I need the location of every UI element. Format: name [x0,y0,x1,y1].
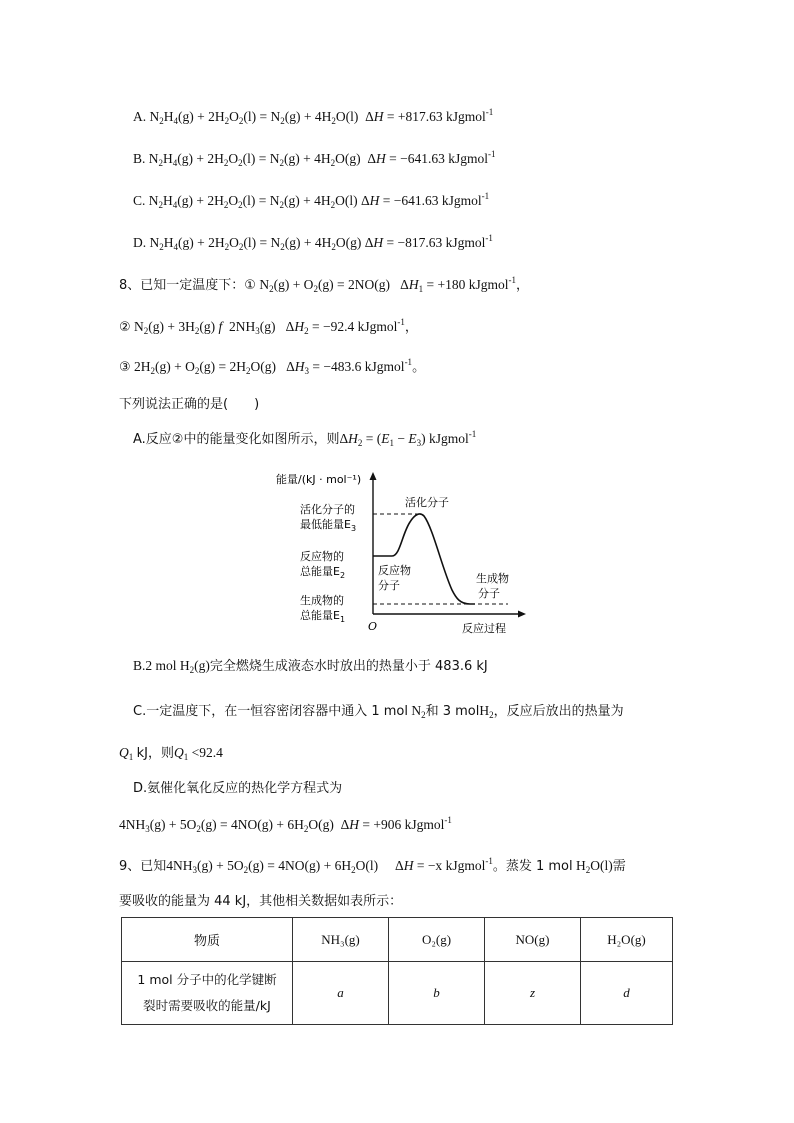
table-header-row [122,918,673,962]
table-cell-a: a [293,962,389,1025]
product-label-2: 分子 [478,587,500,600]
table-header-o2: O₂(g) [389,918,485,962]
x-axis-arrow [518,611,526,618]
q8-stem: 下列说法正确的是( ) [119,397,260,412]
reactant-label-1: 反应物 [378,564,411,577]
q9-line1: 9、已知$4NH_3(g) + 5O_2(g) = 4NO(g) + 6H_2O(l)$ ΔH = −x kJgmol$^{-1}$。蒸发 1 mol $H_2O(l)$需 [119,856,626,875]
origin-label: O [368,620,378,633]
q8-reaction-3: ③ $2H_2(g) + O_2(g) = 2H_2O(g) \Delta H_3 = -483.6$ kJgmol$^{-1}$。 [119,357,426,376]
q8-option-b: B.2 mol $H_2(g)$完全燃烧生成液态水时放出的热量小于 483.6 kJ [133,658,488,675]
e3-label-1: 活化分子的 [300,503,355,516]
q8-reaction-1: 8、已知一定温度下：① $N_2(g) + O_2(g) = 2NO(g) \Delta H_1 = +180$ kJgmol$^{-1}$， [119,275,529,294]
q7-option-d: D. $N_2H_4(g) + 2H_2O_2(l) = N_2(g) + 4H_2O(g) \Delta H = -817.63$ kJgmol$^{-1}$ [133,233,493,252]
q8-option-a: A.反应②中的能量变化如图所示，则$\Delta H_2 = (E_1 - E_3)$ kJgmol$^{-1}$ [133,429,477,448]
e1-label-1: 生成物的 [300,594,344,607]
x-axis-label: 反应过程 [462,622,506,635]
table-cell-d: d [581,962,673,1025]
table-row [122,962,673,1025]
q7-option-a: A. $N_2H_4(g) + 2H_2O_2(l) = N_2(g) + 4H_2O(l) \Delta H = +817.63$ kJgmol$^{-1}$ [133,107,494,126]
q8-reaction-2: ② $N_2(g) + 3H_2(g)$ f $2NH_3(g) \Delta H_2 = -92.4$ kJgmol$^{-1}$， [119,317,418,336]
table-row-label: 1 mol 分子中的化学键断 裂时需要吸收的能量/kJ [122,962,293,1025]
e3-label-2: 最低能量$E_3$ [300,518,357,533]
q7-option-b: B. $N_2H_4(g) + 2H_2O_2(l) = N_2(g) + 4H_2O(g) \Delta H = -641.63$ kJgmol$^{-1}$ [133,149,496,168]
bond-energy-table [121,917,673,1025]
q7-option-c: C. $N_2H_4(g) + 2H_2O_2(l) = N_2(g) + 4H_2O(l) \Delta H = -641.63$ kJgmol$^{-1}$ [133,191,490,210]
table-header-substance: 物质 [122,918,293,962]
product-label-1: 生成物 [476,572,509,585]
table-cell-b: b [389,962,485,1025]
q8-option-c-line1: C.一定温度下，在一恒容密闭容器中通入 1 mol $N_2$和 3 molH$_2$，反应后放出的热量为 [133,703,624,720]
y-axis-arrow [370,472,377,480]
table-header-nh3: NH₃(g) [293,918,389,962]
q8-option-d-equation: $4NH_3(g) + 5O_2(g) = 4NO(g) + 6H_2O(g) \Delta H = +906$ kJgmol$^{-1}$ [119,815,452,834]
e2-label-2: 总能量$E_2$ [300,565,346,580]
table-cell-z: z [485,962,581,1025]
q8-option-d: D.氨催化氧化反应的热化学方程式为 [133,781,343,796]
q8-option-c-line2: $Q_1$ kJ，则$Q_1 <92.4$ [119,745,223,762]
table-header-h2o: H₂O(g) [581,918,673,962]
energy-diagram [270,466,530,638]
e1-label-2: 总能量$E_1$ [300,609,346,624]
q9-line2: 要吸收的能量为 44 kJ，其他相关数据如表所示： [119,894,403,909]
activated-molecule-label: 活化分子 [405,496,449,509]
table-header-no: NO(g) [485,918,581,962]
y-axis-label: 能量/(kJ · mol⁻¹) [276,473,362,486]
e2-label-1: 反应物的 [300,550,344,563]
reactant-label-2: 分子 [378,579,400,592]
